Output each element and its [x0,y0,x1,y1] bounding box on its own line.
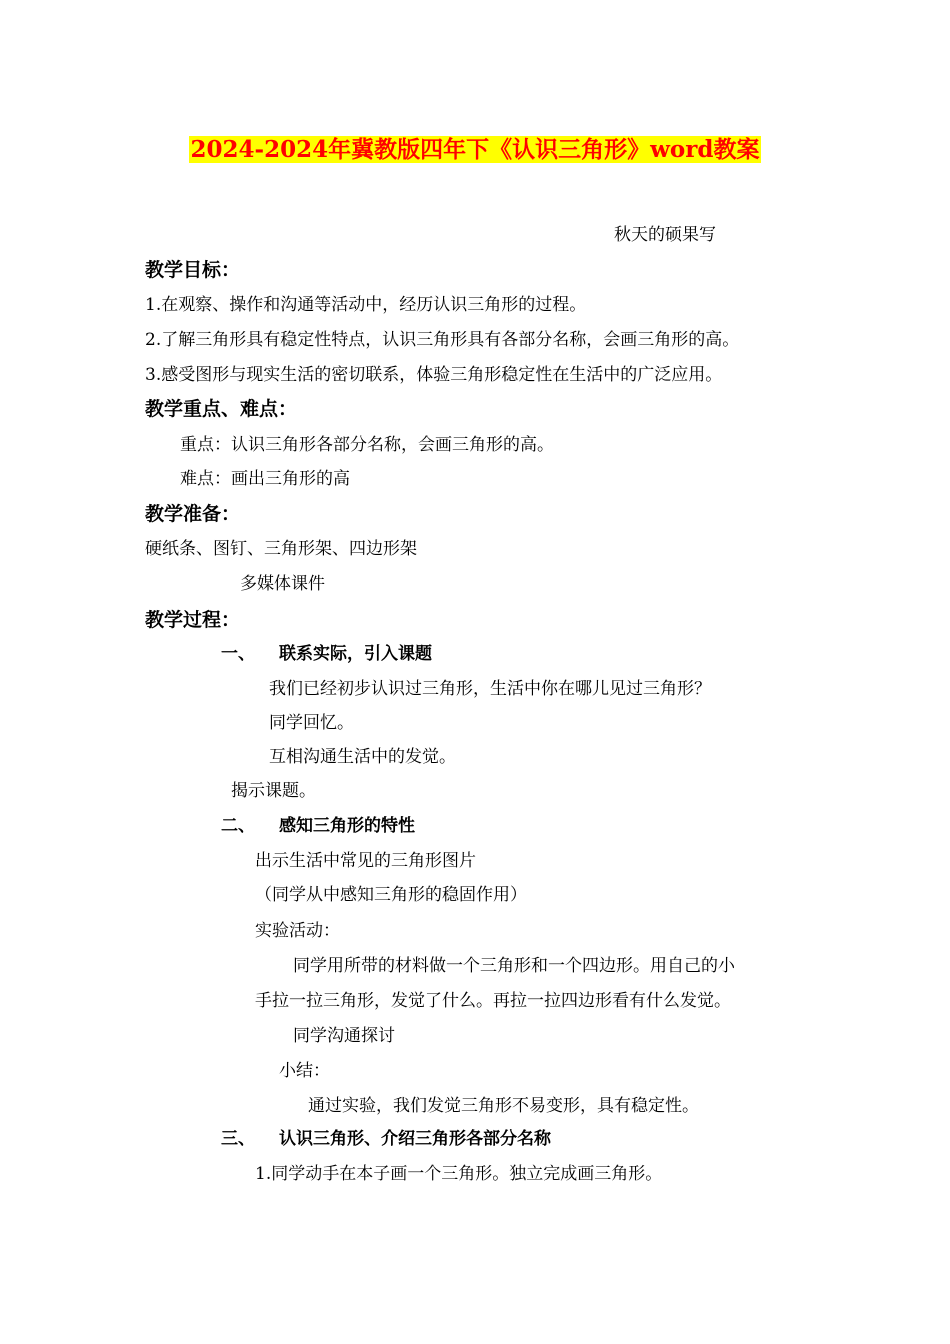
process-line: 通过实验，我们发觉三角形不易变形，具有稳定性。 [308,1096,699,1116]
process-line: 小结： [279,1061,330,1081]
section-heading-2 [221,815,415,837]
process-line: 1.同学动手在本子画一个三角形。独立完成画三角形。 [255,1164,663,1184]
author-line: 秋天的硕果写 [614,225,716,245]
process-line: 同学沟通探讨 [293,1026,395,1046]
process-line: 手拉一拉三角形，发觉了什么。再拉一拉四边形看有什么发觉。 [255,991,731,1011]
goals-heading: 教学目标： [145,259,241,281]
process-line: 出示生活中常见的三角形图片 [255,851,476,871]
process-line: 我们已经初步认识过三角形，生活中你在哪儿见过三角形？ [269,679,711,699]
section-number: 二、 [221,816,255,836]
section-heading-1 [221,643,432,665]
section-number: 一、 [221,644,255,664]
difficult-point-line: 难点：画出三角形的高 [180,469,350,489]
goal-item: 2.了解三角形具有稳定性特点，认识三角形具有各部分名称，会画三角形的高。 [145,330,740,350]
key-point-line: 重点：认识三角形各部分名称，会画三角形的高。 [180,435,554,455]
preparation-line: 硬纸条、图钉、三角形架、四边形架 [145,539,417,559]
process-line: 互相沟通生活中的发觉。 [269,747,456,767]
document-title-wrap [0,136,950,164]
preparation-line: 多媒体课件 [240,574,325,594]
key-points-heading: 教学重点、难点： [145,398,298,420]
process-line: 实验活动： [255,921,340,941]
document-title: 2024-2024年冀教版四年下《认识三角形》word教案 [190,136,760,163]
goal-item: 3.感受图形与现实生活的密切联系，体验三角形稳定性在生活中的广泛应用。 [145,365,723,385]
section-heading-3 [221,1128,551,1150]
process-line: 同学回忆。 [269,713,354,733]
preparation-heading: 教学准备： [145,503,241,525]
section-title: 联系实际，引入课题 [279,644,432,664]
section-title: 认识三角形、介绍三角形各部分名称 [279,1129,551,1149]
process-line: 揭示课题。 [231,781,316,801]
goal-item: 1.在观察、操作和沟通等活动中，经历认识三角形的过程。 [145,295,587,315]
section-number: 三、 [221,1129,255,1149]
process-line: （同学从中感知三角形的稳固作用） [255,885,527,905]
process-heading: 教学过程： [145,609,241,631]
section-title: 感知三角形的特性 [279,816,415,836]
process-line: 同学用所带的材料做一个三角形和一个四边形。用自己的小 [293,956,735,976]
